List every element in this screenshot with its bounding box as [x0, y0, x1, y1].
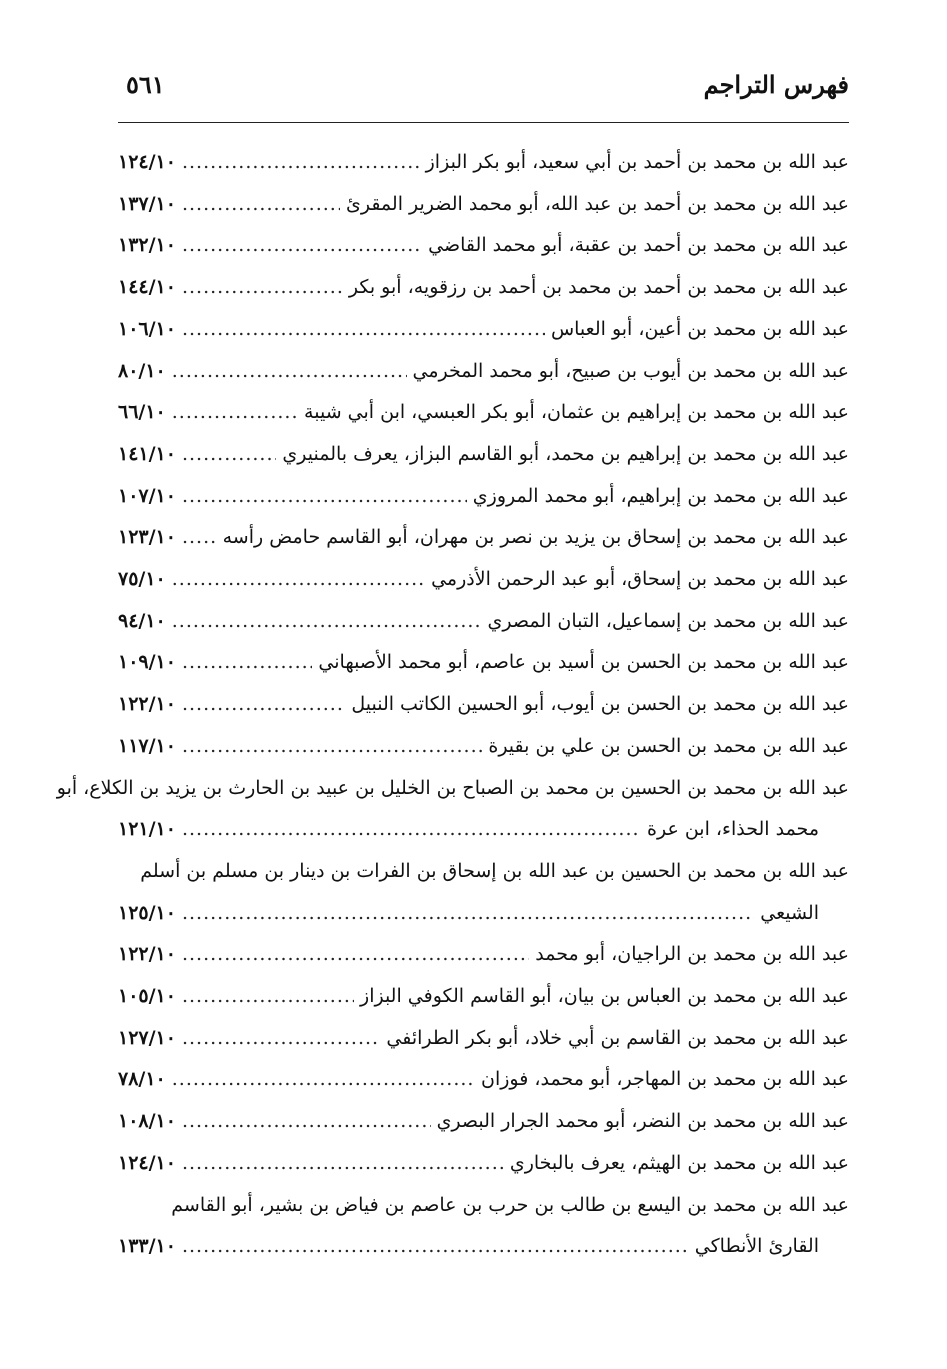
page-number: ٥٦١	[126, 70, 165, 99]
dot-leader	[182, 1143, 504, 1185]
index-entry	[118, 351, 849, 393]
entry-reference: ١٣٣/١٠	[118, 1235, 176, 1258]
index-entry	[118, 726, 849, 768]
entry-name: عبد الله بن محمد بن إسحاق بن يزيد بن نصر بن مهران، أبو القاسم حامض رأسه	[222, 526, 849, 549]
entry-name: عبد الله بن محمد بن النضر، أبو محمد الجرار البصري	[436, 1110, 849, 1133]
page-header	[118, 66, 849, 123]
dot-leader	[172, 392, 298, 434]
dot-leader	[182, 642, 312, 684]
index-entry	[118, 559, 849, 601]
index-entry	[118, 142, 849, 184]
dot-leader	[182, 726, 482, 768]
dot-leader	[172, 1059, 475, 1101]
dot-leader	[182, 309, 545, 351]
dot-leader	[182, 267, 343, 309]
index-entry	[118, 1059, 849, 1101]
dot-leader	[182, 476, 467, 518]
entry-name: عبد الله بن محمد بن إبراهيم بن محمد، أبو القاسم البزاز، يعرف بالمنيري	[282, 442, 849, 465]
entry-name: عبد الله بن محمد بن اليسع بن طالب بن حرب بن عاصم بن فياض بن بشير، أبو القاسم	[171, 1193, 849, 1216]
entry-name: عبد الله بن محمد بن إبراهيم، أبو محمد المروزي	[472, 484, 849, 507]
entry-reference: ١٢٧/١٠	[118, 1026, 176, 1049]
dot-leader	[182, 1018, 380, 1060]
entry-name: عبد الله بن محمد بن الحسن بن أيوب، أبو الحسين الكاتب النبيل	[351, 693, 849, 716]
index-entry	[118, 309, 849, 351]
dot-leader	[182, 809, 641, 851]
entry-reference: ٧٥/١٠	[118, 568, 166, 591]
entry-reference: ٩٤/١٠	[118, 609, 166, 632]
entry-name-continuation: القارئ الأنطاكي	[694, 1235, 819, 1258]
index-entry	[118, 476, 849, 518]
index-entry	[118, 1143, 849, 1185]
entry-name: عبد الله بن محمد بن الحسن بن علي بن بقيرة	[488, 734, 849, 757]
entry-reference: ١٢٥/١٠	[118, 901, 176, 924]
index-entry	[118, 225, 849, 267]
entry-name: عبد الله بن محمد بن المهاجر، أبو محمد، فوزان	[481, 1068, 849, 1091]
entry-reference: ٨٠/١٠	[118, 359, 166, 382]
entry-name: عبد الله بن محمد بن الحسين بن عبد الله بن إسحاق بن الفرات بن دينار بن مسلم بن أسلم	[140, 859, 849, 882]
entry-name: عبد الله بن محمد بن أعين، أبو العباس	[550, 317, 849, 340]
entry-reference: ١٢٢/١٠	[118, 693, 176, 716]
index-entry	[118, 434, 849, 476]
entry-reference: ١٠٨/١٠	[118, 1110, 176, 1133]
dot-leader	[172, 351, 407, 393]
entry-reference: ١٢١/١٠	[118, 818, 176, 841]
index-entry	[118, 517, 849, 559]
dot-leader	[182, 934, 529, 976]
dot-leader	[172, 559, 425, 601]
index-entry	[118, 684, 849, 726]
index-entry	[118, 184, 849, 226]
entry-name: عبد الله بن محمد بن أحمد بن عقبة، أبو محمد القاضي	[428, 234, 849, 257]
entry-reference: ١٠٩/١٠	[118, 651, 176, 674]
index-entry	[118, 392, 849, 434]
entry-reference: ١٤١/١٠	[118, 442, 176, 465]
entry-name: عبد الله بن محمد بن العباس بن بيان، أبو القاسم الكوفي البزاز	[360, 985, 849, 1008]
entry-name-continuation: محمد الحذاء، ابن عرة	[647, 818, 819, 841]
index-entry	[118, 976, 849, 1018]
dot-leader	[182, 1101, 431, 1143]
entry-name: عبد الله بن محمد بن أحمد بن محمد بن أحمد بن رزقويه، أبو بكر	[348, 276, 849, 299]
entry-name: عبد الله بن محمد بن الهيثم، يعرف بالبخاري	[509, 1151, 849, 1174]
entry-reference: ١٣٢/١٠	[118, 234, 176, 257]
entry-reference: ٦٦/١٠	[118, 401, 166, 424]
index-entry	[118, 851, 849, 934]
entry-name-continuation: الشيعي	[760, 901, 819, 924]
dot-leader	[182, 434, 276, 476]
entry-reference: ١٢٣/١٠	[118, 526, 176, 549]
entry-reference: ١٣٧/١٠	[118, 192, 176, 215]
entry-reference: ١٤٤/١٠	[118, 276, 176, 299]
dot-leader	[182, 184, 340, 226]
dot-leader	[182, 142, 420, 184]
index-entry	[118, 601, 849, 643]
index-entry	[118, 642, 849, 684]
index-entry	[118, 267, 849, 309]
entry-reference: ١٢٤/١٠	[118, 151, 176, 173]
dot-leader	[182, 976, 354, 1018]
entry-name: عبد الله بن محمد بن القاسم بن أبي خلاد، أبو بكر الطرائفي	[386, 1026, 849, 1049]
index-entry	[118, 934, 849, 976]
entry-name: عبد الله بن محمد بن إسحاق، أبو عبد الرحمن الأذرمي	[431, 568, 849, 591]
entry-name: عبد الله بن محمد بن الحسين بن محمد بن الصباح بن الخليل بن عبيد بن الحارث بن يزيد بن الكلاع، أبو	[56, 776, 849, 799]
entry-name: عبد الله بن محمد بن أحمد بن عبد الله، أبو محمد الضرير المقرئ	[345, 192, 849, 215]
index-entry	[56, 768, 849, 851]
dot-leader	[182, 517, 217, 559]
biography-index-list	[56, 142, 849, 1268]
dot-leader	[172, 601, 482, 643]
entry-name: عبد الله بن محمد بن الحسن بن أسيد بن عاصم، أبو محمد الأصبهاني	[318, 651, 849, 674]
index-entry	[118, 1018, 849, 1060]
entry-reference: ١٢٢/١٠	[118, 943, 176, 966]
entry-name: عبد الله بن محمد بن إبراهيم بن عثمان، أبو بكر العبسي، ابن أبي شيبة	[304, 401, 849, 424]
entry-name: عبد الله بن محمد بن أيوب بن صبيح، أبو محمد المخرمي	[412, 359, 849, 382]
entry-reference: ١١٧/١٠	[118, 734, 176, 757]
entry-reference: ١٢٤/١٠	[118, 1151, 176, 1174]
dot-leader	[182, 225, 422, 267]
entry-name: عبد الله بن محمد بن إسماعيل، التبان المصري	[487, 609, 849, 632]
index-entry	[118, 1185, 849, 1268]
entry-reference: ١٠٥/١٠	[118, 985, 176, 1008]
index-entry	[118, 1101, 849, 1143]
entry-reference: ١٠٧/١٠	[118, 484, 176, 507]
entry-reference: ١٠٦/١٠	[118, 317, 176, 340]
dot-leader	[182, 684, 345, 726]
entry-name: عبد الله بن محمد بن أحمد بن أبي سعيد، أبو بكر البزاز	[425, 151, 849, 173]
page-title: فهرس التراجم	[703, 70, 849, 99]
dot-leader	[182, 893, 754, 935]
entry-name: عبد الله بن محمد بن الراجيان، أبو محمد	[535, 943, 849, 966]
dot-leader	[182, 1226, 689, 1268]
entry-reference: ٧٨/١٠	[118, 1068, 166, 1091]
